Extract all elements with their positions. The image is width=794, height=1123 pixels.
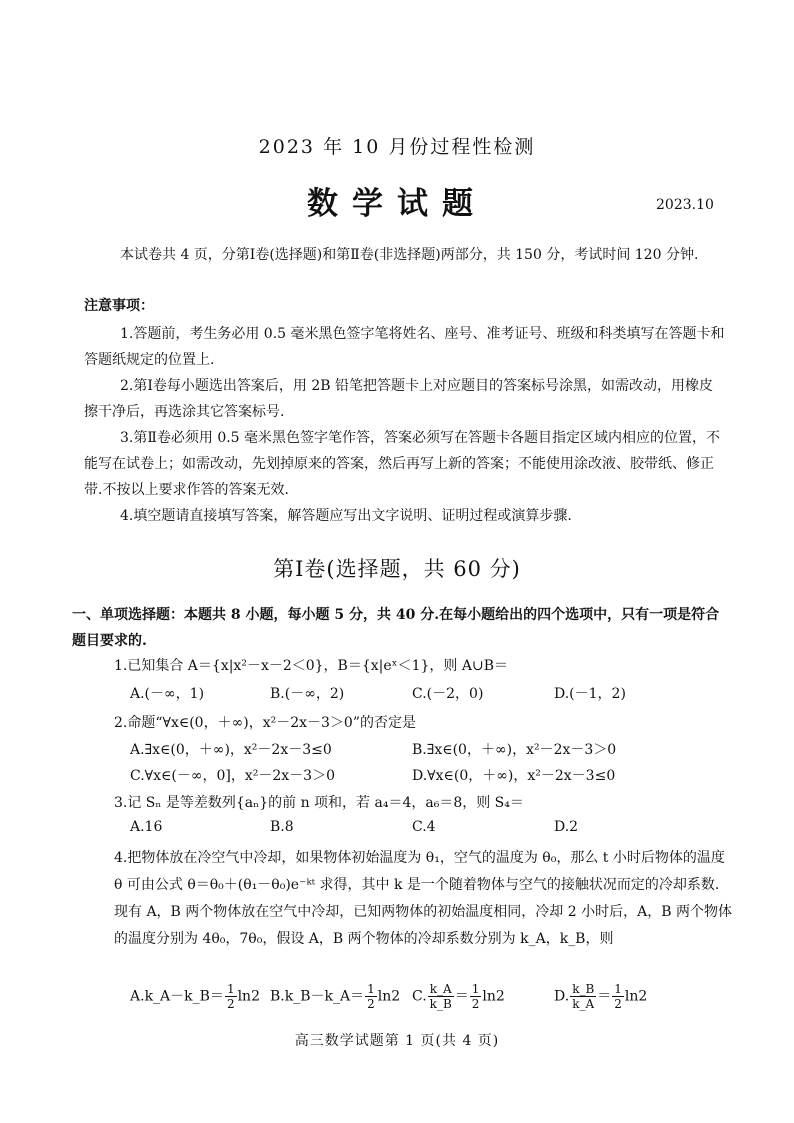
- question-2-stem: 2.命题“∀x∈(0，＋∞)，x²－2x－3＞0”的否定是: [114, 715, 416, 731]
- question-4-option-d: [554, 982, 647, 1011]
- question-3-stem: 3.记 Sₙ 是等差数列{aₙ}的前 n 项和，若 a₄＝4，a₆＝8，则 S₄＝: [114, 795, 524, 811]
- question-4-option-a: [130, 982, 260, 1011]
- fraction-numerator: 1: [614, 982, 622, 996]
- fraction-numerator: 1: [367, 982, 375, 996]
- exam-date: 2023.10: [656, 197, 714, 213]
- question-3-option-a: A.16: [130, 819, 163, 835]
- ratio-numerator: k_B: [572, 982, 595, 996]
- question-1-option-c: C.(－2，0): [412, 686, 484, 702]
- question-1-option-b: B.(－∞，2): [270, 686, 345, 702]
- page-footer: 高三数学试题第 1 页(共 4 页): [294, 1033, 500, 1049]
- question-2-option-d: D.∀x∈(0，＋∞)，x²－2x－3≤0: [412, 768, 616, 784]
- option-d-ratio: [570, 982, 596, 1011]
- question-3-option-d: D.2: [554, 819, 579, 835]
- option-b-label: B.: [270, 988, 285, 1005]
- ratio-denominator: k_A: [572, 997, 595, 1011]
- question-4-option-b: [270, 982, 400, 1011]
- option-d-tail: ln2: [624, 988, 648, 1005]
- question-4-option-c: [412, 982, 505, 1011]
- ratio-numerator: k_A: [428, 982, 454, 997]
- option-d-eq: ＝: [597, 988, 612, 1005]
- option-c-fraction: [470, 982, 482, 1011]
- option-d-label: D.: [554, 988, 570, 1005]
- option-a-label: A.: [130, 988, 145, 1005]
- option-c-ratio: [428, 982, 454, 1011]
- fraction-numerator: 1: [226, 982, 235, 996]
- notice-item-4: 4.填空题请直接填写答案，解答题应写出文字说明、证明过程或演算步骤.: [120, 508, 572, 524]
- ratio-denominator: k_B: [429, 997, 452, 1011]
- notice-item-1: 1.答题前，考生务必用 0.5 毫米黑色签字笔将姓名、座号、准考证号、班级和科类填写在答题卡和答题纸规定的位置上.: [84, 326, 725, 368]
- option-c-tail: ln2: [482, 988, 505, 1005]
- question-1-option-a: A.(－∞，1): [130, 686, 205, 702]
- option-b-lhs: k_B－k_A＝: [284, 988, 365, 1005]
- option-a-fraction: [225, 982, 237, 1011]
- question-4-stem: 4.把物体放在冷空气中冷却，如果物体初始温度为 θ₁，空气的温度为 θ₀，那么 t 小时后物体的温度 θ 可由公式 θ＝θ₀＋(θ₁－θ₀)e⁻ᵏᵗ 求得，其中 k 是一个随着物体与空气的接触状况而定的冷却系数.现有 A，B 两个物体放在空气中冷却，已知两物体的初始温度相同，冷却 2 小时后，A，B 两个物体的温度分别为 4θ₀，7θ₀，假设 A，B 两个物体的冷却系数分别为 k_A，k_B，则: [114, 850, 732, 947]
- question-3-option-c: C.4: [412, 819, 436, 835]
- notice-heading: 注意事项：: [84, 298, 154, 314]
- fraction-denominator: 2: [226, 997, 235, 1011]
- section-title: 第Ⅰ卷(选择题，共 60 分): [273, 557, 521, 581]
- section-instruction: 一、单项选择题：本题共 8 小题，每小题 5 分，共 40 分.在每小题给出的四个选项中，只有一项是符合题目要求的.: [72, 607, 720, 649]
- option-d-fraction: [612, 982, 624, 1011]
- notice-item-2: 2.第Ⅰ卷每小题选出答案后，用 2B 铅笔把答题卡上对应题目的答案标号涂黑，如需改动，用橡皮擦干净后，再选涂其它答案标号.: [84, 378, 713, 420]
- question-2-option-c: C.∀x∈(－∞，0]，x²－2x－3＞0: [130, 768, 335, 784]
- option-b-tail: ln2: [377, 988, 401, 1005]
- option-c-eq: ＝: [454, 988, 469, 1005]
- notice-item-3: 3.第Ⅱ卷必须用 0.5 毫米黑色签字笔作答，答案必须写在答题卡各题目指定区域内相应的位置，不能写在试卷上；如需改动，先划掉原来的答案，然后再写上新的答案；不能使用涂改液、胶带纸、修正带.不按以上要求作答的答案无效.: [84, 430, 721, 498]
- option-c-label: C.: [412, 988, 427, 1005]
- exam-title: 数学试题: [307, 186, 487, 222]
- question-2-option-a: A.∃x∈(0，＋∞)，x²－2x－3≤0: [130, 742, 332, 758]
- exam-subtitle: 2023 年 10 月份过程性检测: [258, 136, 536, 158]
- option-a-lhs: k_A－k_B＝: [144, 988, 224, 1005]
- question-1-option-d: D.(－1，2): [554, 686, 626, 702]
- fraction-numerator: 1: [471, 982, 480, 996]
- fraction-denominator: 2: [471, 997, 480, 1011]
- intro-paragraph: 本试卷共 4 页，分第Ⅰ卷(选择题)和第Ⅱ卷(非选择题)两部分，共 150 分，考试时间 120 分钟.: [120, 247, 699, 263]
- question-3-option-b: B.8: [270, 819, 294, 835]
- fraction-denominator: 2: [614, 997, 622, 1011]
- fraction-denominator: 2: [367, 997, 375, 1011]
- option-b-fraction: [365, 982, 377, 1011]
- option-a-tail: ln2: [237, 988, 260, 1005]
- question-2-option-b: B.∃x∈(0，＋∞)，x²－2x－3＞0: [412, 742, 617, 758]
- question-1-stem: 1.已知集合 A＝{x|x²－x－2＜0}，B＝{x|eˣ＜1}，则 A∪B＝: [114, 658, 508, 674]
